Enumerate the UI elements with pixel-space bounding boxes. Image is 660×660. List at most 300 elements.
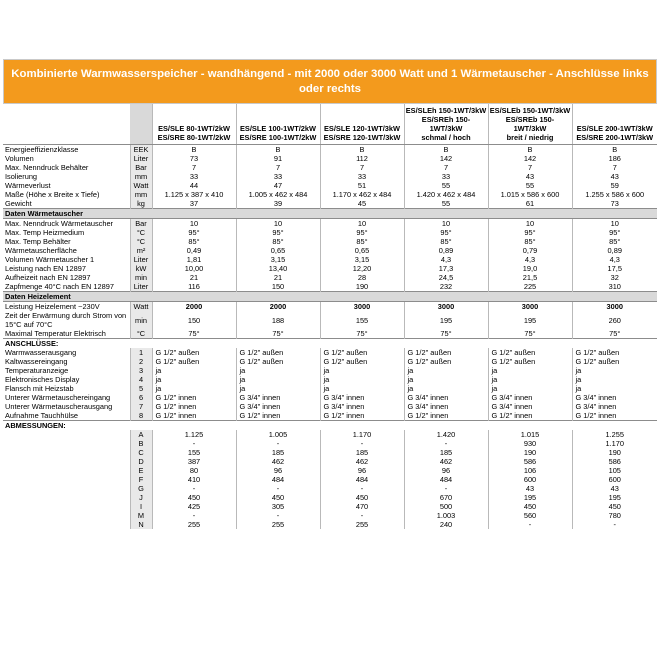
row-unit: Bar [130, 219, 152, 229]
row-value: G 1/2" außen [320, 357, 404, 366]
row-value: 305 [236, 502, 320, 511]
row-label: Max. Nenndruck Behälter [5, 163, 89, 172]
row-value: 0,65 [236, 246, 320, 255]
row-value: 260 [572, 311, 657, 329]
heat-exchanger-row [3, 237, 657, 246]
row-unit: 8 [130, 411, 152, 421]
model-header: ES/SLEh 150-1WT/3kW ES/SREh 150-1WT/3kW schmal / hoch [404, 104, 488, 145]
row-value: G 1/2" außen [236, 357, 320, 366]
row-value: - [152, 484, 236, 493]
row-label: Aufheizeit nach EN 12897 [5, 273, 91, 282]
row-label: Kaltwassereingang [5, 357, 68, 366]
row-value: 73 [152, 154, 236, 163]
row-unit: m² [130, 246, 152, 255]
row-value: - [320, 511, 404, 520]
row-label: Temperaturanzeige [5, 366, 69, 375]
row-value: 85° [152, 237, 236, 246]
row-unit: C [130, 448, 152, 457]
row-value: 255 [236, 520, 320, 529]
connection-row [3, 375, 657, 384]
heat-exchanger-row [3, 246, 657, 255]
row-value: 255 [152, 520, 236, 529]
row-value: ja [236, 384, 320, 393]
row-value: 10,00 [152, 264, 236, 273]
row-value: 142 [404, 154, 488, 163]
row-value: B [152, 145, 236, 155]
row-value: 0,79 [488, 246, 572, 255]
row-value: 105 [572, 466, 657, 475]
row-value: 1.170 [320, 430, 404, 439]
row-value: G 3/4" innen [320, 402, 404, 411]
row-value: 44 [152, 181, 236, 190]
row-value: 1.125 x 387 x 410 [152, 190, 236, 199]
dimension-row [3, 475, 657, 484]
row-label [3, 511, 130, 520]
row-value: ja [236, 366, 320, 375]
row-value: 73 [572, 199, 657, 209]
row-value: 155 [152, 448, 236, 457]
row-value: G 1/2" innen [320, 411, 404, 421]
dimension-row [3, 502, 657, 511]
row-value: 32 [572, 273, 657, 282]
section-label: Daten Wärmetauscher [3, 209, 657, 219]
row-unit: B [130, 439, 152, 448]
row-value: 195 [488, 493, 572, 502]
row-value: - [236, 484, 320, 493]
row-value: 462 [236, 457, 320, 466]
row-value: 33 [152, 172, 236, 181]
row-value: 450 [572, 502, 657, 511]
row-label [3, 466, 130, 475]
row-value: G 1/2" außen [152, 357, 236, 366]
row-value: ja [488, 384, 572, 393]
heat-exchanger-row [3, 228, 657, 237]
row-label: Volumen Wärmetauscher 1 [5, 255, 95, 264]
row-value: B [404, 145, 488, 155]
row-unit: Watt [130, 181, 152, 190]
row-value: 95° [320, 228, 404, 237]
row-value: 1.420 x 462 x 484 [404, 190, 488, 199]
row-value: B [572, 145, 657, 155]
model-header-row [3, 104, 657, 145]
row-value: 225 [488, 282, 572, 292]
row-label [3, 520, 130, 529]
row-unit: A [130, 430, 152, 439]
row-value: 190 [488, 448, 572, 457]
row-value: G 1/2" außen [572, 348, 657, 357]
row-unit: Watt [130, 302, 152, 312]
heat-exchanger-row [3, 282, 657, 292]
heat-exchanger-row [3, 255, 657, 264]
row-value: ja [320, 384, 404, 393]
row-label [3, 430, 130, 439]
row-label: Energieeffizienzklasse [5, 145, 79, 154]
model-header: ES/SLE 80-1WT/2kW ES/SRE 80-1WT/2kW [152, 104, 236, 145]
connection-row [3, 384, 657, 393]
row-value: - [320, 484, 404, 493]
row-value: 600 [572, 475, 657, 484]
row-value: 28 [320, 273, 404, 282]
row-value: 85° [572, 237, 657, 246]
row-value: ja [488, 375, 572, 384]
row-value: ja [236, 375, 320, 384]
section-heat-exchanger [3, 209, 657, 219]
row-value: 21 [152, 273, 236, 282]
spec-row [3, 181, 657, 190]
row-value: 387 [152, 457, 236, 466]
row-unit: °C [130, 329, 152, 339]
row-label: Aufnahme Tauchhülse [5, 411, 78, 420]
row-value: 255 [320, 520, 404, 529]
row-value: 310 [572, 282, 657, 292]
row-value: 96 [320, 466, 404, 475]
heating-temp-row [3, 329, 657, 339]
row-value: 1.420 [404, 430, 488, 439]
row-value: G 3/4" innen [236, 393, 320, 402]
row-value: G 3/4" innen [320, 393, 404, 402]
row-value: 106 [488, 466, 572, 475]
row-unit: D [130, 457, 152, 466]
row-value: 190 [572, 448, 657, 457]
row-value: - [152, 439, 236, 448]
row-value: 75° [572, 329, 657, 339]
row-value: 7 [488, 163, 572, 172]
row-value: 21 [236, 273, 320, 282]
row-value: 7 [404, 163, 488, 172]
row-value: 17,5 [572, 264, 657, 273]
row-value: G 1/2" innen [236, 411, 320, 421]
row-value: 3000 [488, 302, 572, 312]
row-value: ja [152, 384, 236, 393]
row-value: 0,89 [404, 246, 488, 255]
row-value: G 1/2" außen [152, 348, 236, 357]
row-value: 0,89 [572, 246, 657, 255]
row-value: 450 [236, 493, 320, 502]
row-unit: N [130, 520, 152, 529]
row-value: 3,15 [236, 255, 320, 264]
row-value: 185 [236, 448, 320, 457]
row-unit: min [130, 311, 152, 329]
section-dimensions [3, 421, 657, 431]
row-value: 240 [404, 520, 488, 529]
row-unit: E [130, 466, 152, 475]
row-value: 470 [320, 502, 404, 511]
row-value: 95° [572, 228, 657, 237]
row-label [3, 484, 130, 493]
row-value: 75° [488, 329, 572, 339]
row-value: G 3/4" innen [488, 402, 572, 411]
row-value: 91 [236, 154, 320, 163]
row-value: - [572, 520, 657, 529]
row-value: 17,3 [404, 264, 488, 273]
row-value: 39 [236, 199, 320, 209]
row-value: 55 [488, 181, 572, 190]
row-value: 155 [320, 311, 404, 329]
row-value: B [320, 145, 404, 155]
row-label: Elektronisches Display [5, 375, 80, 384]
row-value: 51 [320, 181, 404, 190]
row-value: 59 [572, 181, 657, 190]
row-value: G 3/4" innen [572, 393, 657, 402]
row-unit: kg [130, 199, 152, 209]
row-value: ja [572, 366, 657, 375]
row-value: G 1/2" außen [488, 357, 572, 366]
row-label [3, 457, 130, 466]
row-value: 462 [404, 457, 488, 466]
row-value: 3000 [572, 302, 657, 312]
row-value: 96 [236, 466, 320, 475]
row-value: 45 [320, 199, 404, 209]
row-value: 500 [404, 502, 488, 511]
row-label: Volumen [5, 154, 34, 163]
row-value: 10 [572, 219, 657, 229]
dimension-row [3, 484, 657, 493]
row-value: ja [404, 375, 488, 384]
row-value: 10 [236, 219, 320, 229]
row-value: 85° [404, 237, 488, 246]
row-value: 75° [320, 329, 404, 339]
model-header: ES/SLEb 150-1WT/3kW ES/SREb 150-1WT/3kW breit / niedrig [488, 104, 572, 145]
row-value: 1,81 [152, 255, 236, 264]
row-value: - [404, 484, 488, 493]
row-value: 425 [152, 502, 236, 511]
row-value: 484 [236, 475, 320, 484]
spec-row [3, 154, 657, 163]
spec-row [3, 190, 657, 199]
section-label: ABMESSUNGEN: [3, 421, 657, 431]
dimension-row [3, 457, 657, 466]
heat-exchanger-row [3, 219, 657, 229]
row-value: 55 [404, 181, 488, 190]
dimension-row [3, 448, 657, 457]
row-unit: mm [130, 190, 152, 199]
table-title: Kombinierte Warmwasserspeicher - wandhängend - mit 2000 oder 3000 Watt und 1 Wärmetauscher - Anschlüsse links oder rechts [3, 59, 657, 104]
row-label: Maximal Temperatur Elektrisch [5, 329, 106, 338]
row-value: 560 [488, 511, 572, 520]
row-value: 19,0 [488, 264, 572, 273]
row-label: Zeit der Erwärmung durch Strom von 15°C auf 70°C [5, 311, 127, 329]
row-unit: 7 [130, 402, 152, 411]
row-value: G 3/4" innen [404, 393, 488, 402]
row-value: G 1/2" innen [152, 411, 236, 421]
row-value: 2000 [236, 302, 320, 312]
row-value: 116 [152, 282, 236, 292]
row-value: 142 [488, 154, 572, 163]
row-value: 1.125 [152, 430, 236, 439]
row-value: G 1/2" innen [488, 411, 572, 421]
row-unit: Bar [130, 163, 152, 172]
row-value: 0,49 [152, 246, 236, 255]
row-value: 190 [320, 282, 404, 292]
row-label: Leistung nach EN 12897 [5, 264, 86, 273]
connection-row [3, 348, 657, 357]
row-value: 43 [572, 172, 657, 181]
row-value: 1.255 [572, 430, 657, 439]
row-value: 3000 [404, 302, 488, 312]
spec-row [3, 172, 657, 181]
dimension-row [3, 466, 657, 475]
heating-power-row [3, 302, 657, 312]
row-value: 1.015 x 586 x 600 [488, 190, 572, 199]
row-value: 188 [236, 311, 320, 329]
row-label: Max. Temp Behälter [5, 237, 71, 246]
row-value: G 1/2" außen [488, 348, 572, 357]
row-value: 10 [488, 219, 572, 229]
row-value: 10 [320, 219, 404, 229]
connection-row [3, 402, 657, 411]
row-value: 670 [404, 493, 488, 502]
row-value: 0,65 [320, 246, 404, 255]
row-value: 3,15 [320, 255, 404, 264]
row-value: 21,5 [488, 273, 572, 282]
row-unit: 2 [130, 357, 152, 366]
row-label [3, 493, 130, 502]
row-value: G 1/2" außen [572, 357, 657, 366]
row-unit: mm [130, 172, 152, 181]
row-label: Leistung Heizelement ~230V [5, 302, 100, 311]
row-label: Warmwasserausgang [5, 348, 77, 357]
row-value: 7 [236, 163, 320, 172]
row-value: - [488, 520, 572, 529]
row-value: 1.255 x 586 x 600 [572, 190, 657, 199]
row-value: ja [404, 384, 488, 393]
row-unit: F [130, 475, 152, 484]
row-value: 780 [572, 511, 657, 520]
row-label: Maße (Höhe x Breite x Tiefe) [5, 190, 100, 199]
row-label: Unterer Wärmetauschereingang [5, 393, 111, 402]
connection-row [3, 411, 657, 421]
row-value: 75° [236, 329, 320, 339]
row-unit: 3 [130, 366, 152, 375]
row-value: 85° [236, 237, 320, 246]
row-unit: °C [130, 237, 152, 246]
row-value: ja [320, 366, 404, 375]
heat-exchanger-row [3, 264, 657, 273]
row-value: G 1/2" innen [404, 411, 488, 421]
row-value: 24,5 [404, 273, 488, 282]
row-label: Wärmetauscherfläche [5, 246, 77, 255]
row-label: Unterer Wärmetauscherausgang [5, 402, 113, 411]
spec-row [3, 163, 657, 172]
row-value: 75° [404, 329, 488, 339]
spec-row [3, 145, 657, 155]
row-value: 95° [488, 228, 572, 237]
row-unit: 4 [130, 375, 152, 384]
row-unit: G [130, 484, 152, 493]
row-value: ja [572, 384, 657, 393]
row-value: 450 [320, 493, 404, 502]
header-unit-blank [130, 104, 152, 145]
row-value: 484 [320, 475, 404, 484]
row-label: Flansch mit Heizstab [5, 384, 74, 393]
row-unit: 5 [130, 384, 152, 393]
row-value: 232 [404, 282, 488, 292]
row-value: 37 [152, 199, 236, 209]
row-value: 1.170 [572, 439, 657, 448]
row-value: G 1/2" innen [152, 402, 236, 411]
row-value: - [236, 439, 320, 448]
row-label [3, 502, 130, 511]
row-value: 195 [404, 311, 488, 329]
row-label: Max. Temp Heizmedium [5, 228, 85, 237]
row-value: 1.005 x 462 x 484 [236, 190, 320, 199]
row-value: 586 [572, 457, 657, 466]
row-value: 930 [488, 439, 572, 448]
dimension-row [3, 520, 657, 529]
row-value: G 1/2" außen [236, 348, 320, 357]
row-value: G 3/4" innen [572, 402, 657, 411]
row-unit: min [130, 273, 152, 282]
model-header: ES/SLE 120-1WT/3kW ES/SRE 120-1WT/3kW [320, 104, 404, 145]
row-unit: 1 [130, 348, 152, 357]
row-value: 7 [320, 163, 404, 172]
row-value: ja [572, 375, 657, 384]
row-value: 95° [404, 228, 488, 237]
row-value: 185 [320, 448, 404, 457]
section-label: ANSCHLÜSSE: [3, 339, 657, 349]
row-value: 7 [152, 163, 236, 172]
row-value: - [320, 439, 404, 448]
row-label: Max. Nenndruck Wärmetauscher [5, 219, 114, 228]
row-unit: Liter [130, 282, 152, 292]
row-value: 450 [488, 502, 572, 511]
row-value: - [404, 439, 488, 448]
heating-time-row [3, 311, 657, 329]
row-value: 85° [320, 237, 404, 246]
row-value: G 1/2" außen [320, 348, 404, 357]
row-value: 95° [152, 228, 236, 237]
row-value: G 1/2" innen [572, 411, 657, 421]
row-value: 112 [320, 154, 404, 163]
row-value: 2000 [152, 302, 236, 312]
row-value: 47 [236, 181, 320, 190]
row-unit: Liter [130, 255, 152, 264]
row-label [3, 448, 130, 457]
row-value: G 1/2" innen [152, 393, 236, 402]
row-label: Gewicht [5, 199, 32, 208]
row-value: ja [152, 375, 236, 384]
row-value: 95° [236, 228, 320, 237]
row-value: ja [152, 366, 236, 375]
row-value: - [236, 511, 320, 520]
row-value: 3000 [320, 302, 404, 312]
row-value: 96 [404, 466, 488, 475]
row-value: G 1/2" außen [404, 348, 488, 357]
row-value: - [152, 511, 236, 520]
row-value: 600 [488, 475, 572, 484]
row-value: G 3/4" innen [488, 393, 572, 402]
row-value: 150 [152, 311, 236, 329]
row-value: ja [320, 375, 404, 384]
heat-exchanger-row [3, 273, 657, 282]
row-unit: 6 [130, 393, 152, 402]
row-value: 55 [404, 199, 488, 209]
row-value: G 3/4" innen [236, 402, 320, 411]
row-value: 13,40 [236, 264, 320, 273]
row-label: Wärmeverlust [5, 181, 51, 190]
row-value: 1.170 x 462 x 484 [320, 190, 404, 199]
row-value: 4,3 [488, 255, 572, 264]
connection-row [3, 393, 657, 402]
row-value: 7 [572, 163, 657, 172]
spec-table [3, 104, 657, 529]
section-connections [3, 339, 657, 349]
row-unit: I [130, 502, 152, 511]
row-value: 186 [572, 154, 657, 163]
row-value: 33 [404, 172, 488, 181]
row-value: 33 [236, 172, 320, 181]
datasheet [3, 59, 657, 529]
